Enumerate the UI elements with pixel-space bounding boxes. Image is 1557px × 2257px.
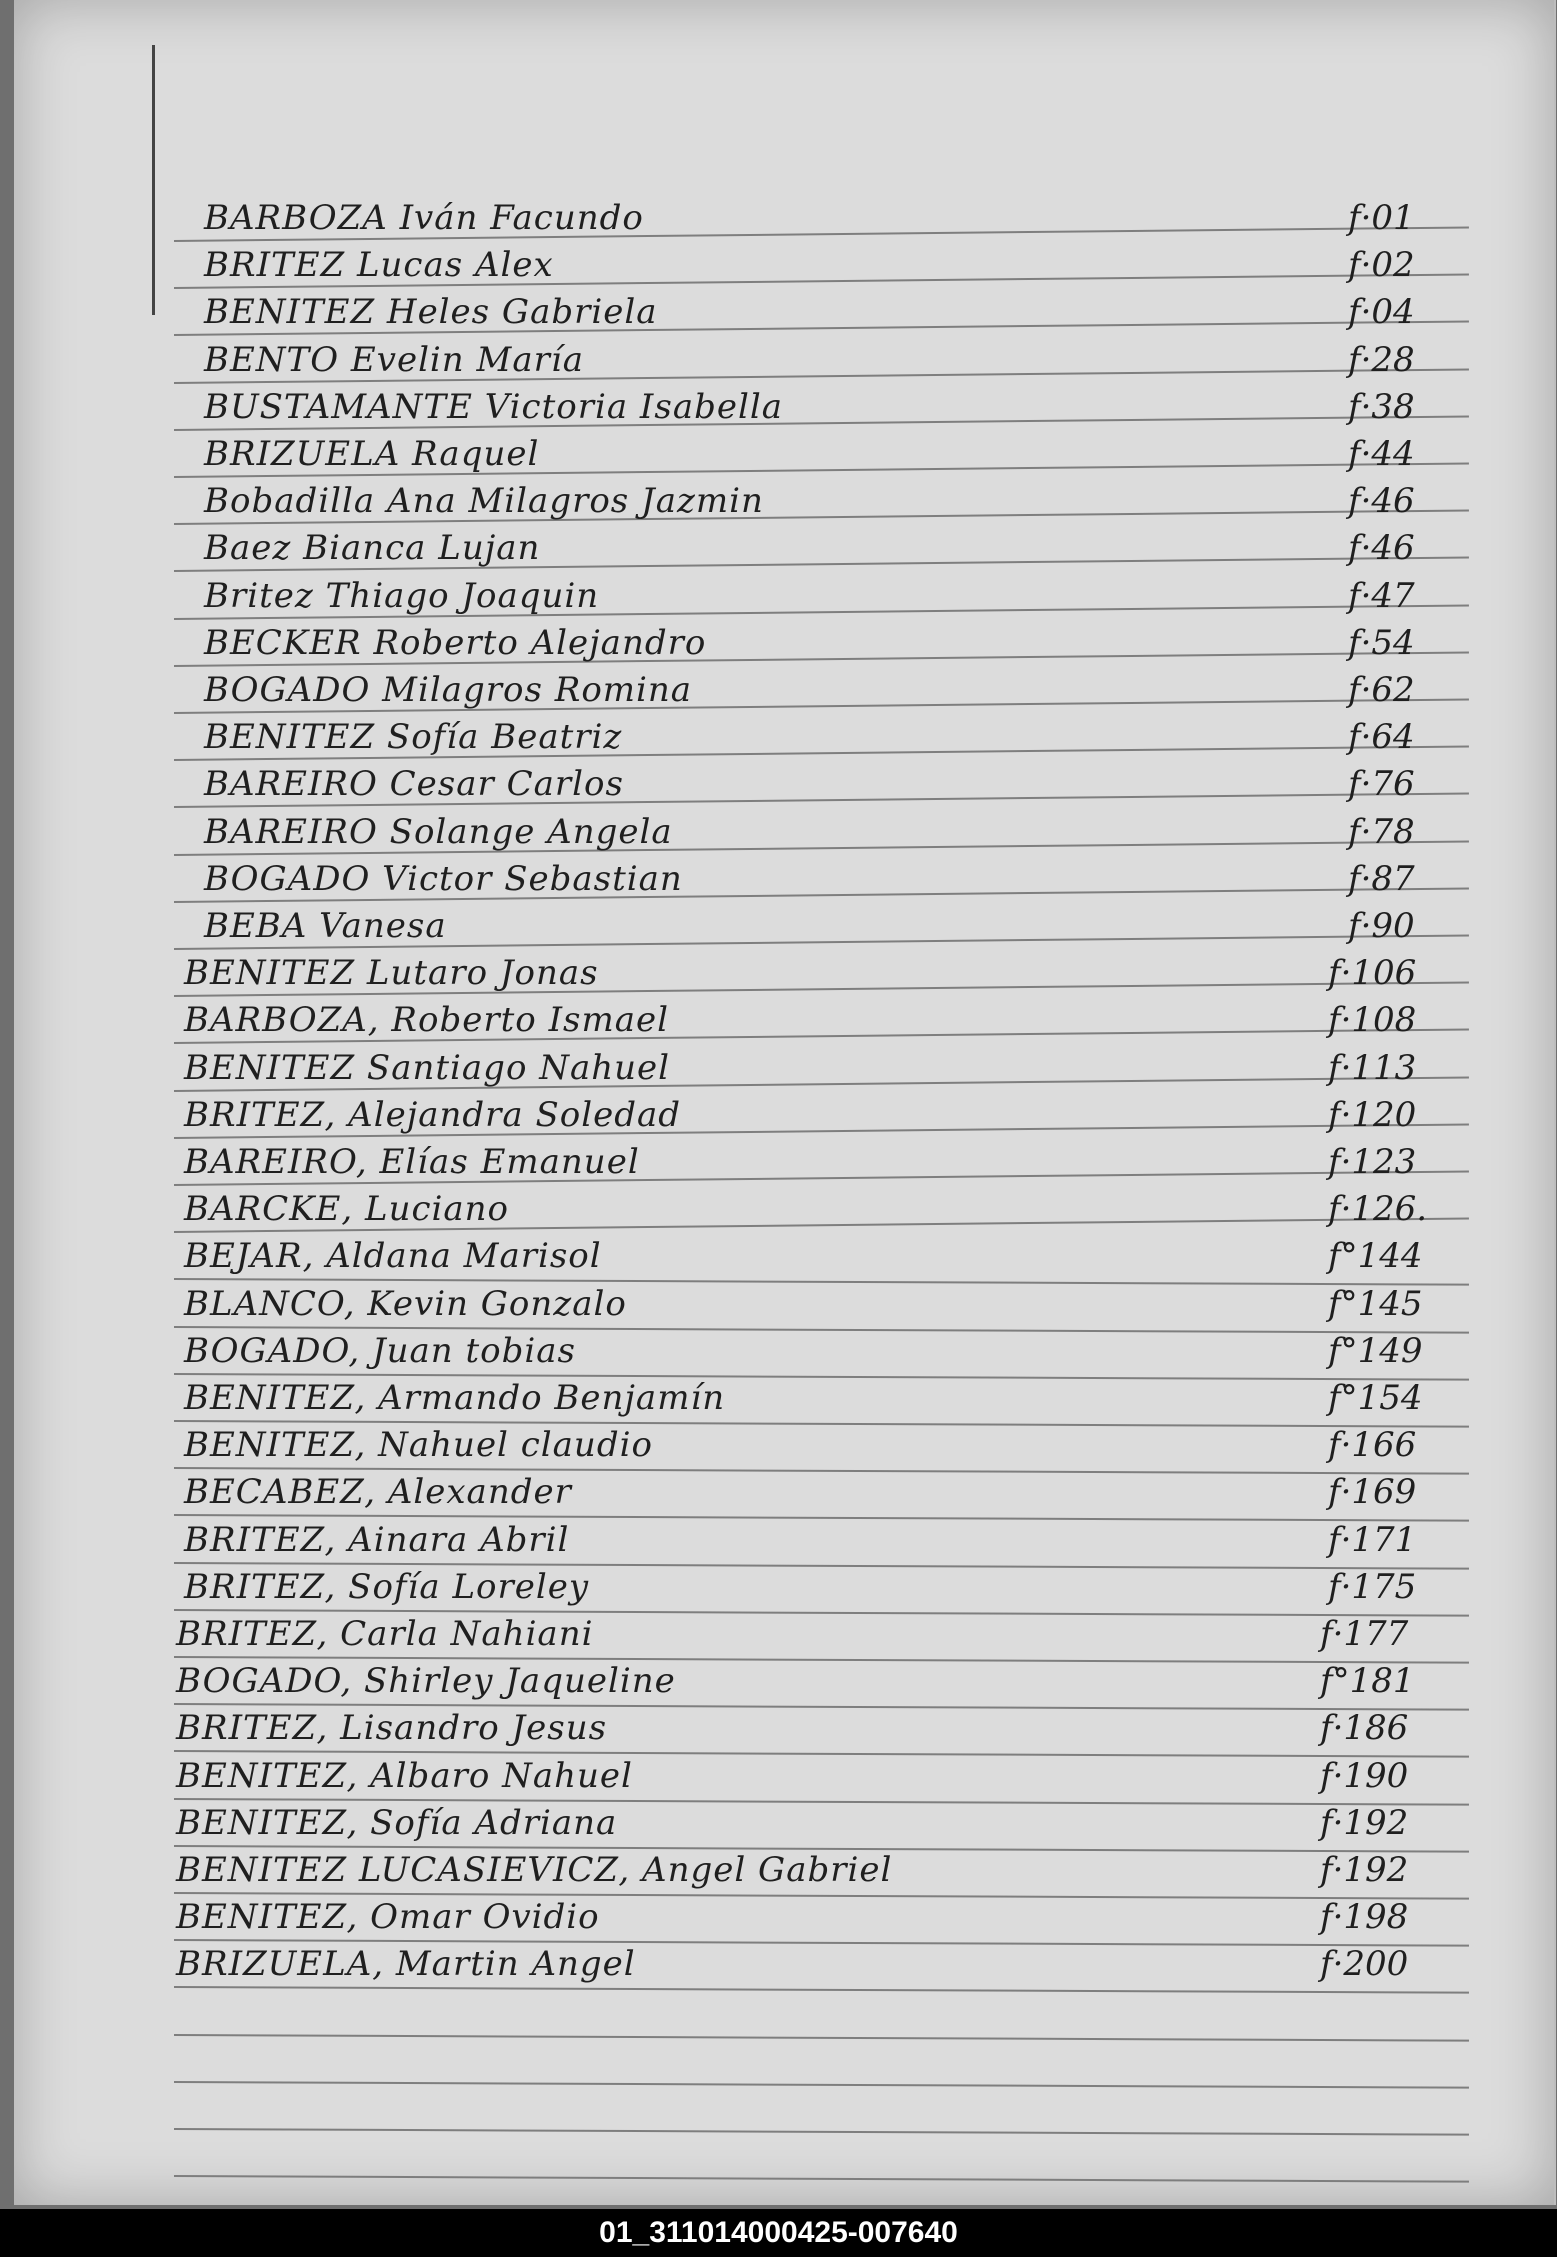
folio-number: f·54 [1348, 622, 1415, 663]
notebook-page [14, 0, 1556, 2205]
ruled-line [174, 2034, 1469, 2042]
student-name: BENITEZ LUCASIEVICZ, Angel Gabriel [176, 1850, 893, 1890]
list-item [168, 1378, 1448, 1418]
student-name: BENITEZ, Albaro Nahuel [176, 1755, 633, 1796]
folio-number: f·120 [1328, 1094, 1417, 1135]
ruled-line [174, 2128, 1469, 2136]
student-name: BENITEZ, Nahuel claudio [184, 1425, 653, 1466]
folio-number: f·28 [1348, 339, 1415, 380]
student-name: BENITEZ Santiago Nahuel [184, 1047, 671, 1088]
student-name: BRIZUELA, Martin Angel [176, 1944, 636, 1985]
student-name: BEBA Vanesa [204, 906, 447, 946]
list-item [188, 528, 1468, 568]
folio-number: f·90 [1348, 906, 1415, 946]
folio-number: f·192 [1320, 1802, 1409, 1843]
student-name: BECKER Roberto Alejandro [204, 622, 707, 663]
list-item [188, 906, 1468, 946]
list-item [160, 1944, 1440, 1984]
folio-number: f·190 [1320, 1755, 1409, 1796]
folio-number: f·78 [1348, 811, 1415, 852]
folio-number: f°145 [1328, 1283, 1423, 1324]
folio-number: f·44 [1348, 434, 1415, 474]
student-name: BECABEZ, Alexander [184, 1472, 572, 1513]
student-name: Bobadilla Ana Milagros Jazmin [204, 481, 764, 522]
folio-number: f·64 [1348, 717, 1415, 758]
folio-number: f·46 [1348, 481, 1415, 522]
student-name: BARBOZA, Roberto Ismael [184, 1000, 669, 1041]
student-name: BAREIRO Cesar Carlos [204, 764, 624, 805]
folio-number: f·02 [1348, 245, 1415, 286]
margin-line [152, 45, 155, 315]
folio-number: f·38 [1348, 386, 1415, 427]
list-item [188, 576, 1468, 616]
folio-number: f·186 [1320, 1708, 1409, 1749]
list-item [188, 481, 1468, 521]
student-name: BEJAR, Aldana Marisol [184, 1236, 602, 1277]
list-item [168, 1142, 1448, 1182]
folio-number: f·106 [1328, 953, 1417, 994]
folio-number: f·46 [1348, 528, 1415, 569]
student-name: BENITEZ, Omar Ovidio [176, 1897, 600, 1938]
student-name: BENITEZ Lutaro Jonas [184, 953, 599, 994]
folio-number: f°154 [1328, 1378, 1423, 1418]
list-item [160, 1850, 1440, 1890]
student-name: BRITEZ, Sofía Loreley [184, 1566, 590, 1607]
folio-number: f·198 [1320, 1897, 1409, 1938]
student-name: BENITEZ Heles Gabriela [204, 292, 658, 333]
folio-number: f·192 [1320, 1850, 1409, 1890]
student-name: BRITEZ, Ainara Abril [184, 1519, 570, 1560]
list-item [160, 1661, 1440, 1701]
list-item [188, 623, 1468, 663]
student-name: BOGADO, Shirley Jaqueline [176, 1661, 676, 1702]
list-item [188, 670, 1468, 710]
student-name: BRITEZ, Carla Nahiani [176, 1614, 594, 1654]
list-item [188, 292, 1468, 332]
student-name: BARCKE, Luciano [184, 1189, 510, 1230]
list-item [160, 1614, 1440, 1654]
list-item [168, 1520, 1448, 1560]
list-item [168, 1425, 1448, 1465]
student-name: BENITEZ, Armando Benjamín [184, 1378, 726, 1418]
list-item [168, 1236, 1448, 1276]
folio-number: f·200 [1320, 1944, 1409, 1985]
student-name: BRITEZ, Lisandro Jesus [176, 1708, 608, 1749]
list-item [168, 1331, 1448, 1371]
list-item [168, 1048, 1448, 1088]
folio-number: f°149 [1328, 1330, 1423, 1371]
folio-number: f·166 [1328, 1425, 1417, 1466]
list-item [160, 1708, 1440, 1748]
folio-number: f·177 [1320, 1614, 1409, 1654]
list-item [160, 1897, 1440, 1937]
ruled-line [174, 2081, 1469, 2089]
student-name: BAREIRO, Elías Emanuel [184, 1142, 640, 1182]
list-item [188, 245, 1468, 285]
list-item [168, 1472, 1448, 1512]
student-name: Baez Bianca Lujan [204, 528, 541, 569]
student-name: BRIZUELA Raquel [204, 434, 540, 474]
list-item [188, 340, 1468, 380]
student-name: BRITEZ Lucas Alex [204, 245, 554, 286]
list-item [188, 859, 1468, 899]
student-name: BAREIRO Solange Angela [204, 811, 673, 852]
student-name: BENTO Evelin María [204, 339, 584, 380]
list-item [188, 717, 1468, 757]
folio-number: f·123 [1328, 1142, 1417, 1182]
folio-number: f·175 [1328, 1566, 1417, 1607]
list-item [160, 1803, 1440, 1843]
list-item [188, 198, 1468, 238]
student-name: BOGADO, Juan tobias [184, 1330, 576, 1371]
folio-number: f·47 [1348, 575, 1415, 616]
student-name: BENITEZ Sofía Beatriz [204, 717, 623, 758]
list-item [168, 1567, 1448, 1607]
list-item [168, 1000, 1448, 1040]
folio-number: f·108 [1328, 1000, 1417, 1041]
image-id-footer: 01_311014000425-007640 [0, 2209, 1557, 2257]
student-name: Britez Thiago Joaquin [204, 575, 600, 616]
folio-number: f·87 [1348, 858, 1415, 899]
student-name: BRITEZ, Alejandra Soledad [184, 1094, 682, 1135]
folio-number: f·01 [1348, 198, 1415, 238]
folio-number: f·126. [1328, 1189, 1428, 1230]
list-item [168, 1189, 1448, 1229]
student-name: BARBOZA Iván Facundo [204, 198, 644, 238]
folio-number: f·169 [1328, 1472, 1417, 1513]
ruled-line [174, 2175, 1469, 2183]
student-name: BUSTAMANTE Victoria Isabella [204, 386, 783, 427]
student-name: BLANCO, Kevin Gonzalo [184, 1283, 627, 1324]
student-name: BOGADO Milagros Romina [204, 670, 693, 710]
folio-number: f·76 [1348, 764, 1415, 805]
folio-number: f·62 [1348, 670, 1415, 710]
list-item [188, 764, 1468, 804]
folio-number: f·113 [1328, 1047, 1417, 1088]
list-item [188, 434, 1468, 474]
list-item [188, 387, 1468, 427]
list-item [168, 1284, 1448, 1324]
student-name: BOGADO Victor Sebastian [204, 858, 683, 899]
folio-number: f°144 [1328, 1236, 1423, 1277]
folio-number: f°181 [1320, 1661, 1415, 1702]
list-item [160, 1756, 1440, 1796]
student-name: BENITEZ, Sofía Adriana [176, 1802, 618, 1843]
folio-number: f·04 [1348, 292, 1415, 333]
list-item [188, 812, 1468, 852]
list-item [168, 1095, 1448, 1135]
ruled-line [174, 1986, 1469, 1994]
list-item [168, 953, 1448, 993]
folio-number: f·171 [1328, 1519, 1417, 1560]
